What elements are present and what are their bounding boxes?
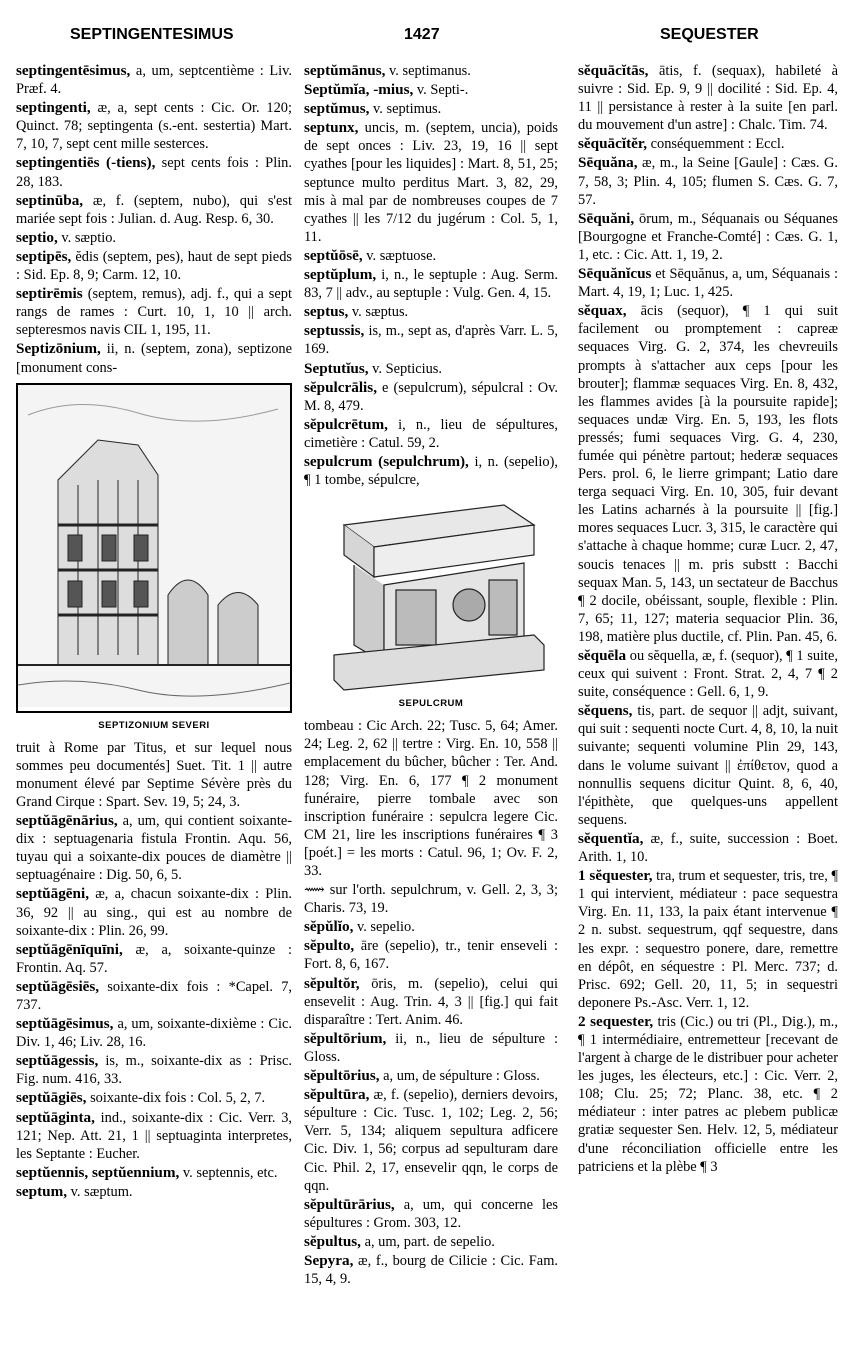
- entry-headword: 1 sĕquester,: [578, 867, 653, 885]
- dictionary-entry: [16, 812, 292, 884]
- entry-definition: (septem, remus), adj. f., qui a sept rangs de rames : Curt. 10, 1, 10 || arch. septeresmos navis CIL 1, 195, 11.: [16, 286, 292, 339]
- entry-definition: tra, trum et sequester, tris, tre, ¶ 1 qui intervient, médiateur : pace sequestra Virg. En. 11, 133, la paix étant intervenue ¶ 2 n. subst. sequestrum, qqf sequestre, dans les expr. : sequestro ponere, dare, remettre en dépôt, en séquestre : Pl. Merc. 737; d. Prisc. 692; Gell. 20, 11, 5; in sequestri deponere Ps.-Asc. Verr. 1, 12.: [578, 868, 838, 1011]
- entry-definition: soixante-dix fois : Col. 5, 2, 7.: [86, 1090, 266, 1107]
- entry-definition: æ, m., la Seine [Gaule] : Cæs. G. 7, 58, 3; Plin. 4, 105; flumen S. Cæs. G. 7, 57.: [578, 155, 838, 208]
- dictionary-entry: [16, 248, 292, 284]
- entry-definition: ōrum, m., Séquanais ou Séquanes [Bourgogne et Franche-Comté] : Cæs. G. 1, 1, etc. : Cic. Att. 1, 19, 2.: [578, 210, 838, 263]
- entry-definition: ācis (sequor), ¶ 1 qui suit facilement ou promptement : capreæ sequaces Virg. G. 2, 374, les chevreuils prompts à s'attacher aux ceps [pour les brouter]; flammæ sequaces Virg. En. 8, 432, les flammes avides [à la poursuite rapide]; sequaces undæ Virg. En. 5, 193, les flots pressés; fumi sequaces Virg. G. 4, 230, fumée qui pénètre partout; hederæ sequaces Pers. prol. 6, le lierre grimpant; Latio dare terga sequaci Virg. En. 10, 305, fuir devant les Latins acharnés à la poursuite || [fig.] mores sequaces Lucr. 3, 315, le caractère qui s'attache à chaque homme; curæ Lucr. 2, 47, soucis tenaces || m. pris substt : Bacchi sequax Man. 5, 143, un sectateur de Bacchus ¶ 2 docile, obéissant, souple, flexible : Plin. 7, 65; 11, 127; materia sequacior Plin. 36, 198, matière plus ductile, cf. Plin. Pan. 45, 6.: [578, 303, 838, 645]
- dictionary-entry: [16, 1183, 292, 1201]
- dictionary-entry: [578, 702, 838, 829]
- entry-definition: soixante-dix fois : *Capel. 7, 737.: [16, 978, 292, 1013]
- entry-headword: septus,: [304, 303, 349, 321]
- entry-headword: septŭāgessis,: [16, 1052, 99, 1070]
- dictionary-entry: [16, 1089, 292, 1107]
- dictionary-entry: [16, 978, 292, 1014]
- entry-headword: sĕpulcrētum,: [304, 415, 388, 433]
- entry-headword: sĕpulcrālis,: [304, 378, 377, 396]
- dictionary-entry: [16, 154, 292, 190]
- column-right: [578, 62, 838, 1177]
- entry-headword: septingentēsimus,: [16, 62, 131, 79]
- column-middle: [304, 62, 558, 1289]
- entry-definition: ātis, f. (sequax), habileté à suivre : Sid. Ep. 9, 9 || docilité : Sid. Ep. 4, 11 || persistance à rester à la suite [en parl. du mouvement d'un astre] : Chalc. Tim. 74.: [578, 63, 838, 134]
- page-number: 1427: [404, 26, 440, 43]
- dictionary-entry: [16, 941, 292, 977]
- dictionary-entry: [16, 1164, 292, 1182]
- dictionary-entry: [304, 918, 558, 936]
- entry-headword: 2 sequester,: [578, 1012, 654, 1030]
- dictionary-entry: [304, 119, 558, 246]
- dictionary-entry: [16, 1109, 292, 1163]
- entry-definition: v. Septi-.: [413, 82, 469, 99]
- entry-definition: v. septimanus.: [385, 63, 471, 79]
- entry-definition: conséquemment : Eccl.: [647, 136, 785, 153]
- entry-definition: a, um, qui concerne les sépultures : Grom. 303, 12.: [304, 1196, 558, 1231]
- dictionary-entry: [304, 360, 558, 378]
- entry-definition: et Sēquănus, a, um, Séquanais : Mart. 4, 19, 1; Luc. 1, 425.: [578, 266, 838, 301]
- dictionary-entry: [578, 867, 838, 1012]
- entry-definition: v. sæptio.: [57, 229, 117, 246]
- entry-definition: æ, f., suite, succession : Boet. Arith. 1, 10.: [578, 830, 838, 866]
- entry-headword: septio,: [16, 228, 58, 246]
- dictionary-entry: [304, 322, 558, 358]
- entry-definition: i, n. (sepelio), ¶ 1 tombe, sépulcre,: [304, 453, 558, 489]
- entry-headword: septingentiēs (-tiens),: [16, 154, 156, 172]
- dictionary-entry: [16, 340, 292, 376]
- entry-definition: ou sĕquella, æ, f. (sequor), ¶ 1 suite, ceux qui suivent : Front. Strat. 2, 4, 7 ¶ 2 suite, conséquence : Gell. 6, 1, 9.: [578, 648, 838, 701]
- entry-headword: septussis,: [304, 322, 365, 340]
- entry-definition: ⟿ sur l'orth. sepulchrum, v. Gell. 2, 3, 3; Charis. 73, 19.: [304, 882, 558, 917]
- dictionary-entry: [304, 1067, 558, 1085]
- entry-definition: v. sæptuose.: [362, 247, 437, 264]
- entry-headword: sĕquācĭtĕr,: [578, 135, 648, 153]
- dictionary-entry: [578, 302, 838, 646]
- dictionary-entry: [304, 1030, 558, 1066]
- entry-headword: septŭplum,: [304, 266, 377, 284]
- entry-headword: septŭāgiēs,: [16, 1089, 87, 1107]
- entry-definition: æ, f. (sepelio), derniers devoirs, sépulture : Cic. Tusc. 1, 102; Leg. 2, 56; Verr. 5, 134; aliquem sepultura adficere Cic. Div. 1, 56; corpus ad sepulturam dare Cic. Phil. 2, 17, ensevelir qqn, le corps de qqn.: [304, 1087, 558, 1194]
- entry-definition: v. sepelio.: [353, 919, 415, 936]
- entry-headword: sĕpulto,: [304, 937, 355, 955]
- entry-headword: septŭāgēnīquīni,: [16, 940, 123, 958]
- dictionary-entry: [578, 265, 838, 301]
- figure-caption: SEPULCRUM: [398, 698, 464, 710]
- entry-headword: septunx,: [304, 119, 359, 137]
- dictionary-entry: [16, 739, 292, 811]
- entry-definition: āre (sepelio), tr., tenir enseveli : Fort. 8, 6, 167.: [304, 938, 558, 973]
- dictionary-entry: [578, 135, 838, 153]
- dictionary-entry: [304, 453, 558, 489]
- entry-definition: a, um, soixante-dixième : Cic. Div. 1, 46; Liv. 28, 16.: [16, 1016, 292, 1051]
- dictionary-entry: [578, 1013, 838, 1176]
- entry-headword: sĕpultūrārius,: [304, 1195, 395, 1213]
- dictionary-entry: [304, 62, 558, 80]
- entry-definition: is, m., soixante-dix as : Prisc. Fig. num. 416, 33.: [16, 1053, 292, 1088]
- dictionary-entry: [304, 881, 558, 917]
- dictionary-entry: [304, 975, 558, 1029]
- entry-definition: a, um, part. de sepelio.: [360, 1233, 495, 1250]
- dictionary-entry: [304, 303, 558, 321]
- dictionary-entry: [304, 937, 558, 973]
- dictionary-entry: [304, 717, 558, 880]
- entry-definition: ōris, m. (sepelio), celui qui ensevelit : Aug. Trin. 4, 3 || [fig.] qui fait disparaître : Tert. Anim. 46.: [304, 975, 558, 1028]
- dictionary-entry: [578, 154, 838, 208]
- entry-headword: Septŭmĭa, -mius,: [304, 81, 414, 99]
- entry-headword: septŭāgēni,: [16, 885, 89, 903]
- entry-headword: sĕpultus,: [304, 1232, 361, 1250]
- dictionary-entry: [304, 100, 558, 118]
- entry-definition: ĕdis (septem, pes), haut de sept pieds : Sid. Ep. 8, 9; Carm. 12, 10.: [16, 248, 292, 284]
- entry-headword: septingenti,: [16, 99, 91, 117]
- entry-definition: tris (Cic.) ou tri (Pl., Dig.), m., ¶ 1 intermédiaire, entremetteur [recevant de l'argent à charge de le distribuer pour acheter les juges, les électeurs, etc.] : Cic. Verr. 2, 108; Clu. 25; 72; Planc. 38, etc. ¶ 2 médiateur : inter patres ac plebem publicæ gratiæ sequester Sen. Helv. 12, 5, médiateur d'une réconciliation officielle entre les patriciens et la plèbe ¶ 3: [578, 1013, 838, 1175]
- entry-headword: sĕquentĭa,: [578, 829, 644, 847]
- entry-headword: sĕpultŏr,: [304, 974, 360, 992]
- entry-headword: Sepyra,: [304, 1251, 354, 1269]
- entry-headword: septŭmānus,: [304, 62, 386, 79]
- entry-definition: ii, n., lieu de sépulture : Gloss.: [304, 1030, 558, 1065]
- entry-headword: septum,: [16, 1182, 68, 1200]
- entry-headword: sĕpŭlĭo,: [304, 918, 354, 936]
- entry-headword: septŭāgēsimus,: [16, 1015, 114, 1033]
- entry-headword: Septutĭus,: [304, 359, 369, 377]
- entry-definition: is, m., sept as, d'après Varr. L. 5, 169.: [304, 323, 558, 358]
- entry-headword: sĕpultūra,: [304, 1086, 370, 1104]
- dictionary-entry: [16, 1052, 292, 1088]
- entry-headword: septŭāginta,: [16, 1108, 95, 1126]
- entry-definition: sept cents fois : Plin. 28, 183.: [16, 155, 292, 190]
- dictionary-entry: [578, 210, 838, 264]
- entry-headword: sĕquācĭtās,: [578, 62, 649, 79]
- entry-definition: æ, a, sept cents : Cic. Or. 120; Quinct. 78; septingenta (s.-ent. sestertia) Mart. 7, 10, 7, sept cent mille sesterces.: [16, 100, 292, 153]
- entry-headword: Sēquăna,: [578, 154, 638, 172]
- entry-definition: æ, a, chacun soixante-dix : Plin. 36, 92 || au sing., qui est au nombre de soixante-dix : Plin. 26, 99.: [16, 886, 292, 939]
- running-head-left: SEPTINGENTESIMUS: [70, 26, 234, 43]
- entry-headword: sĕquens,: [578, 702, 633, 720]
- entry-headword: sĕquax,: [578, 302, 627, 320]
- septizonium-illustration: [16, 383, 292, 713]
- entry-headword: septipēs,: [16, 247, 72, 265]
- dictionary-entry: [304, 416, 558, 452]
- entry-definition: ind., soixante-dix : Cic. Verr. 3, 121; Nep. Att. 21, 1 || septuaginta interpretes, les Septante : Eucher.: [16, 1109, 292, 1162]
- entry-definition: æ, a, soixante-quinze : Frontin. Aq. 57.: [16, 941, 292, 976]
- entry-headword: sĕpultōrius,: [304, 1067, 380, 1085]
- entry-definition: uncis, m. (septem, uncia), poids de sept onces : Liv. 23, 19, 16 || sept cyathes [pour les liquides] : Mart. 8, 51, 25; septunce multo perditus Mart. 3, 82, 29, mis à mal par de nombreuses coupes de 7 cyathes || les 7/12 du jugérum : Col. 5, 1, 11.: [304, 120, 558, 245]
- entry-headword: septŭāgēsiēs,: [16, 977, 100, 995]
- entry-headword: septinūba,: [16, 191, 84, 209]
- sepulcrum-illustration: [304, 495, 558, 691]
- dictionary-entry: [304, 379, 558, 415]
- page-header: [0, 26, 854, 50]
- dictionary-entry: [16, 285, 292, 339]
- entry-definition: i, n., lieu de sépultures, cimetière : Catul. 59, 2.: [304, 416, 558, 451]
- dictionary-entry: [16, 192, 292, 228]
- dictionary-entry: [16, 885, 292, 939]
- entry-definition: tombeau : Cic Arch. 22; Tusc. 5, 64; Amer. 24; Leg. 2, 62 || tertre : Virg. En. 10, 558 || emplacement du bûcher, bûcher : Ter. And. 128; Virg. En. 6, 177 ¶ 2 monument funéraire, pierre tombale avec son inscription funéraire : sepulcra legere Cic. CM 21, lire les inscriptions funéraires ¶ 3 [poét.] = les morts : Catul. 96, 1; Ov. F. 2, 33.: [304, 718, 558, 879]
- entry-headword: sepulcrum (sepulchrum),: [304, 452, 469, 470]
- dictionary-entry: [304, 266, 558, 302]
- entry-definition: v. septimus.: [369, 101, 442, 118]
- entry-definition: v. septennis, etc.: [179, 1164, 278, 1181]
- dictionary-entry: [16, 62, 292, 98]
- entry-definition: æ, f., bourg de Cilicie : Cic. Fam. 15, 4, 9.: [304, 1252, 558, 1288]
- entry-definition: truit à Rome par Titus, et sur lequel nous sommes peu documentés] Suet. Tit. 1 || autre monument élevé par Septime Sévère près du Grand Cirque : Spart. Sev. 19, 5; 24, 3.: [16, 739, 292, 810]
- entry-headword: septŭennis, septŭennium,: [16, 1163, 180, 1181]
- dictionary-entry: [304, 1086, 558, 1195]
- entry-definition: v. sæptum.: [67, 1183, 133, 1200]
- dictionary-entry: [304, 81, 558, 99]
- entry-definition: a, um, de sépulture : Gloss.: [379, 1068, 540, 1085]
- dictionary-entry: [304, 1252, 558, 1288]
- entry-headword: septirēmis: [16, 285, 83, 303]
- column-left: [16, 62, 292, 1202]
- entry-headword: septŭāgēnārius,: [16, 812, 118, 830]
- entry-definition: a, um, septcentième : Liv. Præf. 4.: [16, 63, 292, 98]
- dictionary-entry: [16, 1015, 292, 1051]
- entry-definition: tis, part. de sequor || adjt, suivant, qui suit : sequenti nocte Curt. 4, 8, 10, la nuit suivante; sequenti volumine Plin 29, 143, dans le volume suivant || ἐπίθετον, quod a nonnullis sequens dicitur Quint. 8, 6, 40, l'épithète, que quelques-uns appellent sequens.: [578, 703, 838, 828]
- figure-caption: SEPTIZONIUM SEVERI: [98, 719, 210, 731]
- entry-definition: v. Septicius.: [368, 360, 442, 377]
- entry-headword: Septizōnium,: [16, 340, 101, 358]
- entry-headword: septŭōsē,: [304, 246, 363, 264]
- entry-headword: Sēquănĭcus: [578, 265, 652, 283]
- dictionary-entry: [578, 647, 838, 701]
- entry-headword: sĕpultōrium,: [304, 1029, 387, 1047]
- entry-headword: sĕquēla: [578, 647, 627, 664]
- dictionary-entry: [304, 247, 558, 265]
- entry-definition: i, n., le septuple : Aug. Serm. 83, 7 || adv., au septuple : Vulg. Gen. 4, 15.: [304, 267, 558, 302]
- dictionary-entry: [304, 1233, 558, 1251]
- dictionary-entry: [304, 1196, 558, 1232]
- dictionary-entry: [578, 62, 838, 134]
- dictionary-entry: [578, 830, 838, 866]
- figure-septizonium: [16, 383, 292, 735]
- entry-definition: ii, n. (septem, zona), septizone [monument cons-: [16, 341, 292, 376]
- dictionary-entry: [16, 99, 292, 153]
- entry-headword: septŭmus,: [304, 100, 370, 118]
- entry-definition: v. sæptus.: [348, 304, 409, 321]
- entry-headword: Sēquăni,: [578, 209, 635, 227]
- entry-definition: a, um, qui contient soixante-dix : septuagenaria fistula Frontin. Aqu. 56, tuyau qui a soixante-dix pouces de diamètre || septuagénaire : Dig. 50, 6, 5.: [16, 813, 292, 884]
- figure-sepulcrum: [304, 495, 558, 713]
- dictionary-entry: [16, 229, 292, 247]
- running-head-right: SEQUESTER: [660, 26, 759, 43]
- entry-definition: e (sepulcrum), sépulcral : Ov. M. 8, 479.: [304, 379, 558, 414]
- entry-definition: æ, f. (septem, nubo), qui s'est mariée sept fois : Julian. d. Aug. Resp. 6, 30.: [16, 192, 292, 227]
